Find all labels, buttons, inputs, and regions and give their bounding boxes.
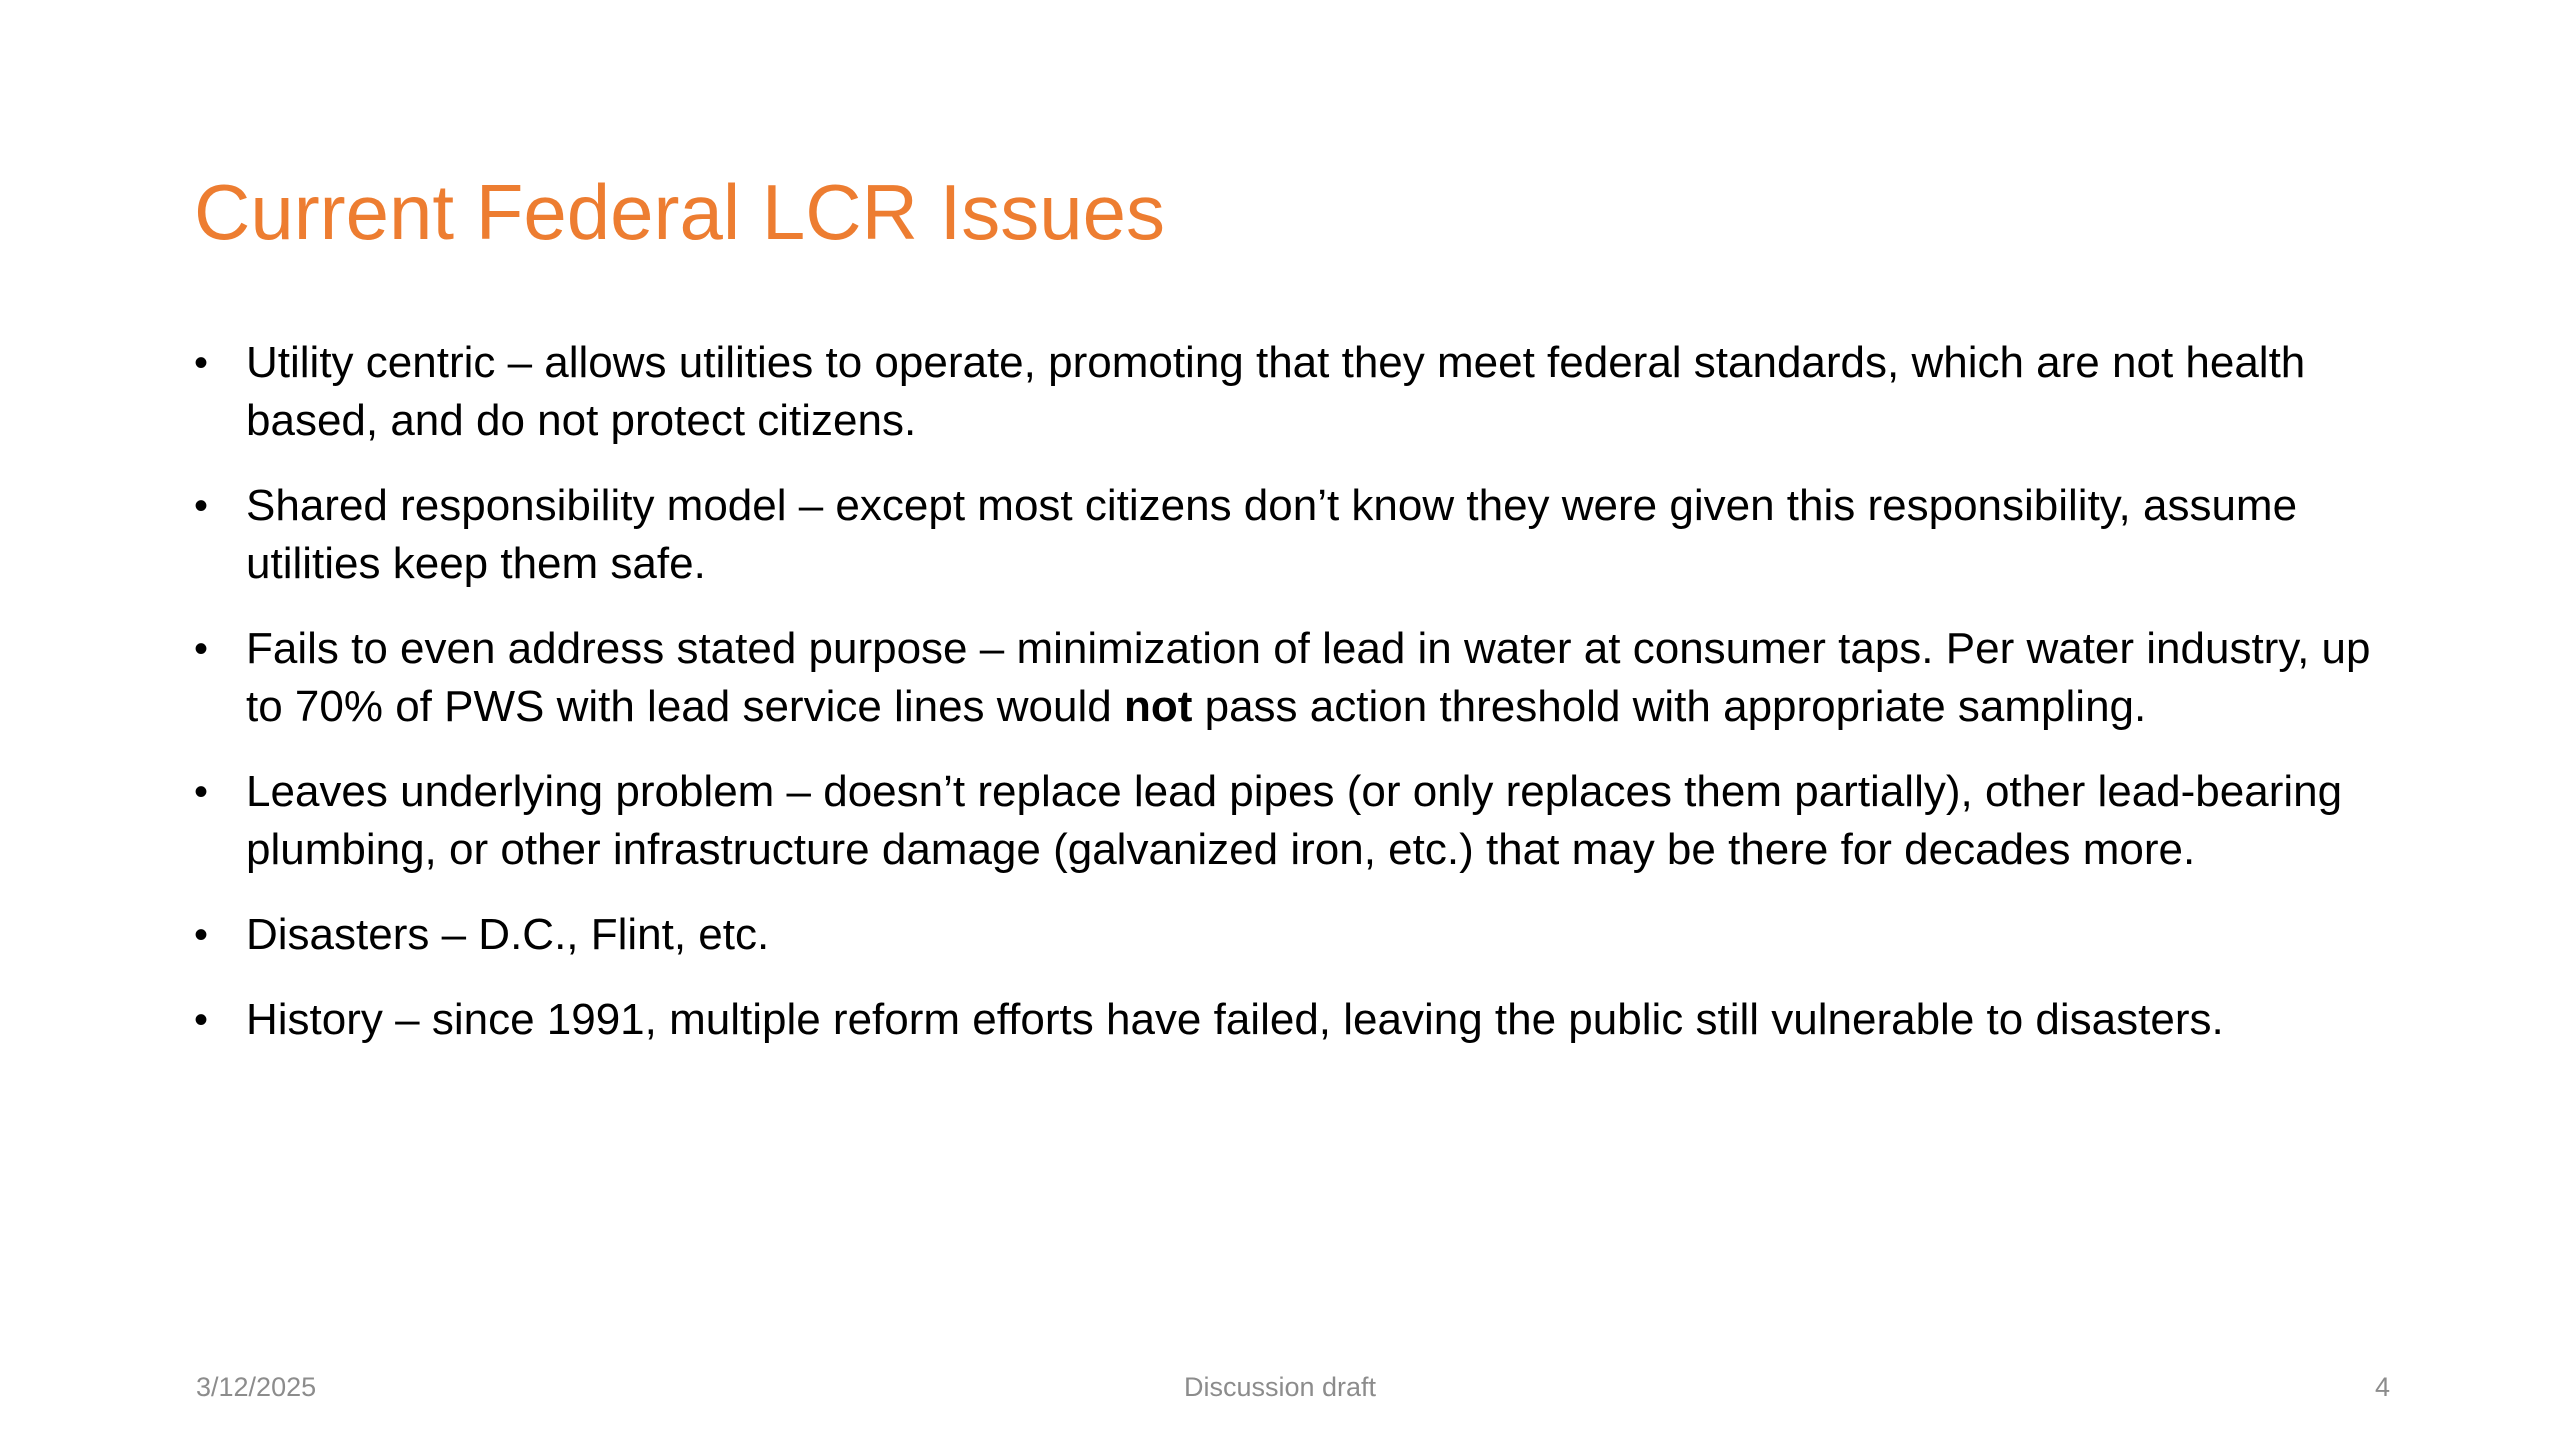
bullet-list: [194, 334, 2384, 1076]
bullet-dot-icon: •: [194, 627, 209, 671]
bullet-text-part: Fails to even address stated purpose – minimization of lead in water at consumer taps. Per water industry, up to 70% of PWS with lead service lines would: [246, 624, 2371, 731]
footer-date: 3/12/2025: [196, 1372, 317, 1402]
bullet-dot-icon: •: [194, 770, 209, 814]
bullet-text: Disasters – D.C., Flint, etc.: [246, 910, 770, 959]
bullet-item-history: [194, 991, 2384, 1049]
bullet-text: History – since 1991, multiple reform efforts have failed, leaving the public still vulnerable to disasters.: [246, 995, 2224, 1044]
bullet-dot-icon: •: [194, 913, 209, 957]
bullet-dot-icon: •: [194, 341, 209, 385]
slide-title: Current Federal LCR Issues: [194, 168, 1166, 256]
bullet-item-disasters: [194, 906, 2384, 964]
bullet-item-utility-centric: [194, 334, 2384, 450]
bullet-dot-icon: •: [194, 998, 209, 1042]
bullet-text: Utility centric – allows utilities to operate, promoting that they meet federal standards, which are not health based, and do not protect citizens.: [246, 338, 2306, 445]
bullet-item-fails-purpose: [194, 620, 2384, 736]
bullet-item-shared-responsibility: [194, 477, 2384, 593]
bullet-item-underlying-problem: [194, 763, 2384, 879]
bullet-text-bold: not: [1123, 682, 1193, 731]
footer-center-text: Discussion draft: [1183, 1372, 1377, 1402]
bullet-text: Shared responsibility model – except most citizens don’t know they were given this responsibility, assume utilities keep them safe.: [246, 481, 2298, 588]
bullet-dot-icon: •: [194, 484, 209, 528]
bullet-text-part: pass action threshold with appropriate sampling.: [1192, 682, 2147, 731]
bullet-text: Leaves underlying problem – doesn’t replace lead pipes (or only replaces them partially), other lead-bearing plumbing, or other infrastructure damage (galvanized iron, etc.) that may be there for decades more.: [246, 767, 2343, 874]
footer-page-number: 4: [2374, 1372, 2390, 1402]
